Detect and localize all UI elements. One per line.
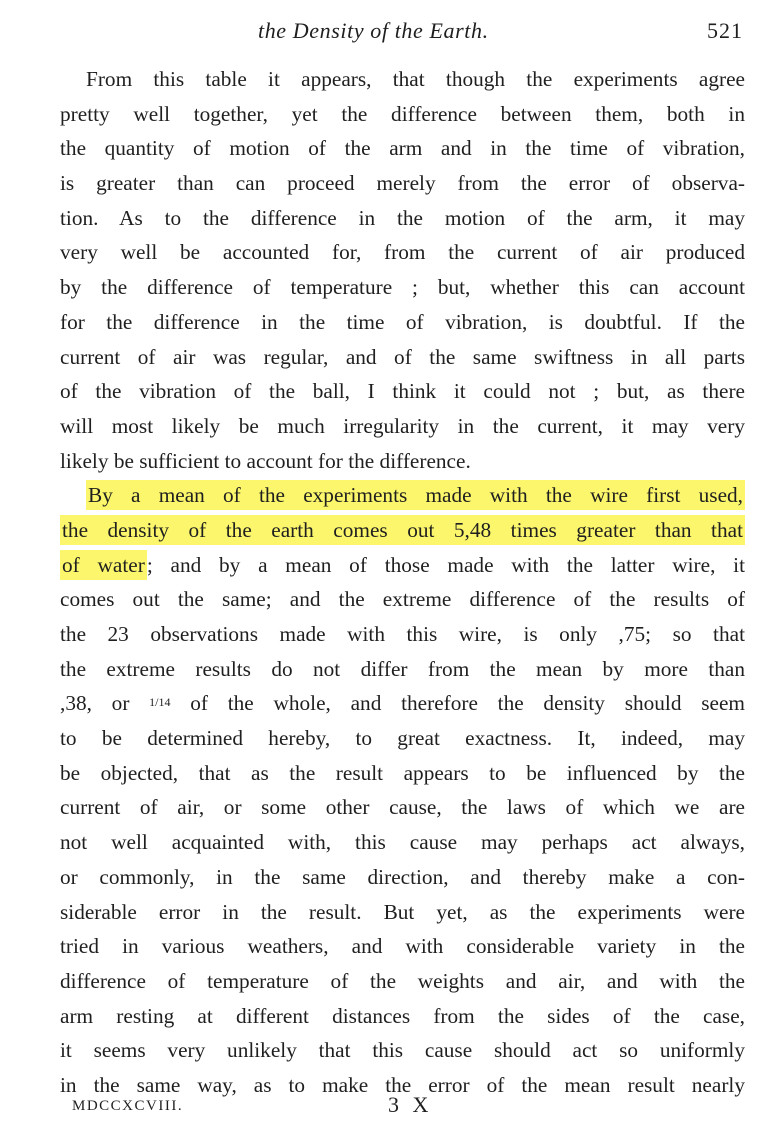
highlight: the density of the earth comes out 5,48 times greater than that <box>60 515 745 545</box>
running-title: the Density of the Earth. <box>258 18 489 43</box>
text-line: tried in various weathers, and with considerable variety in the <box>60 934 745 959</box>
text-line: current of air, or some other cause, the laws of which we are <box>60 795 745 820</box>
text-line: arm resting at different distances from the sides of the case, <box>60 1003 745 1028</box>
text-line: From this table it appears, that though the experiments agree <box>86 67 745 91</box>
year-imprint: MDCCXCVIII. <box>72 1098 184 1114</box>
text-line: the extreme results do not differ from the mean by more than <box>60 656 745 681</box>
text-line: pretty well together, yet the difference between them, both in <box>60 101 745 126</box>
text-line: not well acquainted with, this cause may perhaps act always, <box>60 830 745 855</box>
text-line: siderable error in the result. But yet, as the experiments were <box>60 899 745 924</box>
text-line: likely be sufficient to account for the difference. <box>60 448 471 473</box>
text-line <box>60 686 745 721</box>
text-line-highlighted <box>60 513 745 548</box>
running-head <box>0 16 783 50</box>
text-line: tion. As to the difference in the motion of the arm, it may <box>60 205 745 230</box>
text-line: or commonly, in the same direction, and thereby make a con- <box>60 864 745 889</box>
text-line: current of air was regular, and of the same swiftness in all parts <box>60 344 745 369</box>
page-footer <box>0 1092 783 1128</box>
text-line: comes out the same; and the extreme difference of the results of <box>60 587 745 612</box>
signature-mark: 3 X <box>388 1092 433 1117</box>
paragraph-2 <box>60 478 745 1102</box>
text-line: of the vibration of the ball, I think it could not ; but, as there <box>60 379 745 404</box>
text-line: by the difference of temperature ; but, whether this can account <box>60 275 745 300</box>
text-line: very well be accounted for, from the current of air produced <box>60 240 745 265</box>
text-line-highlighted <box>60 548 745 583</box>
text-line: it seems very unlikely that this cause should act so uniformly <box>60 1038 745 1063</box>
text-line: the 23 observations made with this wire, is only ,75; so that <box>60 622 745 646</box>
paragraph-1 <box>60 62 745 478</box>
text-run: ; and by a mean of those made with the latter wire, it <box>146 552 746 577</box>
text-run: of the whole, and therefore the density should seem <box>170 691 745 716</box>
text-line: is greater than can proceed merely from the error of observa- <box>60 171 745 196</box>
fraction: 1/14 <box>149 695 171 710</box>
highlight: By a mean of the experiments made with the wire first used, <box>86 480 745 510</box>
text-run: ,38, or <box>60 691 150 716</box>
text-line: the quantity of motion of the arm and in the time of vibration, <box>60 136 745 161</box>
body-text <box>60 62 745 1103</box>
text-line: in the same way, as to make the error of the mean result nearly <box>60 1072 745 1097</box>
text-line: for the difference in the time of vibration, is doubtful. If the <box>60 309 745 334</box>
text-line-highlighted <box>60 478 745 513</box>
page-number: 521 <box>707 18 743 43</box>
highlight: of water <box>60 550 147 580</box>
text-line: will most likely be much irregularity in the current, it may very <box>60 413 745 438</box>
text-line: be objected, that as the result appears to be influenced by the <box>60 760 745 785</box>
text-line: to be determined hereby, to great exactness. It, indeed, may <box>60 726 745 751</box>
text-line: difference of temperature of the weights and air, and with the <box>60 968 745 993</box>
